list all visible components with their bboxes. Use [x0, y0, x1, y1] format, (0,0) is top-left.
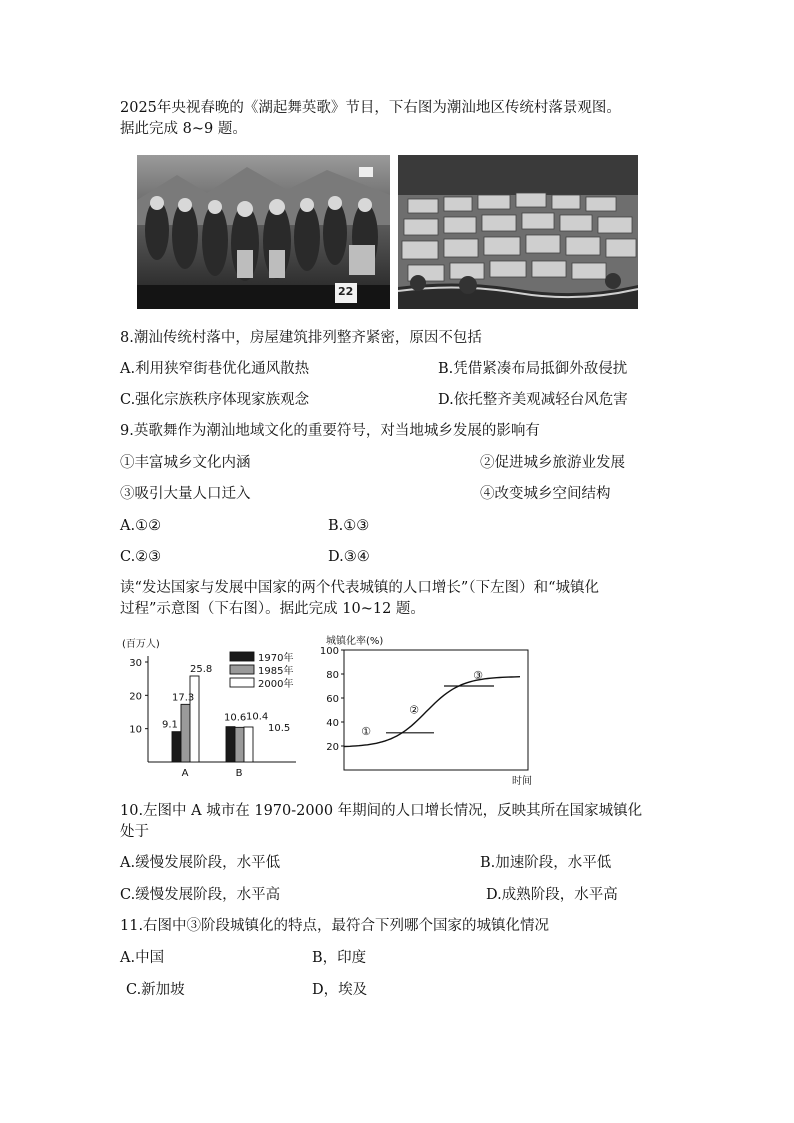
q10-option-a: A.缓慢发展阶段，水平低: [120, 855, 281, 871]
y-tick-label: 40: [326, 718, 339, 729]
intro-line-2: 据此完成 8~9 题。: [120, 121, 247, 137]
data-label: 25.8: [190, 664, 213, 675]
intro2-line-2: 过程”示意图（下右图）。据此完成 10~12 题。: [120, 601, 425, 617]
y-tick-label: 60: [326, 694, 339, 705]
q11-stem: 11.右图中③阶段城镇化的特点，最符合下列哪个国家的城镇化情况: [120, 918, 550, 934]
bar: [181, 704, 190, 762]
stage-label: ①: [361, 725, 371, 739]
q10-option-b: B.加速阶段，水平低: [480, 855, 612, 871]
intro2-line-1: 读“发达国家与发展中国家的两个代表城镇的人口增长”（下左图）和“城镇化: [120, 580, 599, 596]
data-label: 10.5: [268, 723, 291, 734]
q8-option-a: A.利用狭窄街巷优化通风散热: [120, 361, 310, 377]
village-aerial-photo: [398, 155, 638, 309]
legend-swatch: [230, 665, 254, 674]
legend-label: 1970年: [258, 653, 294, 664]
q9-item-4: ④改变城乡空间结构: [480, 486, 611, 502]
q10-option-d: D.成熟阶段，水平高: [486, 887, 618, 903]
q9-item-3: ③吸引大量人口迁入: [120, 486, 251, 502]
q10-option-c: C.缓慢发展阶段，水平高: [120, 887, 281, 903]
y-tick-label: 20: [326, 742, 339, 753]
q10-stem-line-2: 处于: [120, 824, 149, 840]
legend-swatch: [230, 652, 254, 661]
y-axis-label: (百万人): [122, 639, 160, 650]
x-axis-label: 时间: [512, 776, 532, 787]
stage-label: ③: [473, 668, 483, 682]
q11-option-d: D，埃及: [312, 982, 368, 998]
q9-stem: 9.英歌舞作为潮汕地域文化的重要符号，对当地城乡发展的影响有: [120, 423, 540, 439]
q11-option-a: A.中国: [120, 950, 165, 966]
q8-stem: 8.潮汕传统村落中，房屋建筑排列整齐紧密，原因不包括: [120, 330, 482, 346]
y-axis-label: 城镇化率(%): [326, 636, 384, 647]
q9-option-c: C.②③: [120, 549, 162, 565]
y-tick-label: 80: [326, 670, 339, 681]
bar: [190, 676, 199, 762]
category-label: A: [181, 768, 189, 779]
intro-line-1: 2025年央视春晚的《湖起舞英歌》节目，下右图为潮汕地区传统村落景观图。: [120, 100, 621, 116]
q9-item-2: ②促进城乡旅游业发展: [480, 455, 625, 471]
bar: [244, 727, 253, 762]
q8-option-b: B.凭借紧凑布局抵御外敌侵扰: [438, 361, 628, 377]
data-label: 10.4: [246, 711, 269, 723]
legend-label: 1985年: [258, 666, 294, 677]
data-label: 9.1: [162, 719, 178, 731]
y-tick-label: 100: [319, 646, 339, 657]
q8-option-c: C.强化宗族秩序体现家族观念: [120, 392, 310, 408]
plot-frame: [344, 650, 528, 770]
dance-performance-photo: [137, 155, 390, 309]
data-label: 17.3: [172, 692, 195, 704]
bar: [226, 727, 235, 762]
y-tick-label: 30: [129, 658, 142, 669]
urbanization-curve-chart: [318, 632, 538, 790]
q9-option-b: B.①③: [328, 518, 370, 534]
q9-item-1: ①丰富城乡文化内涵: [120, 455, 251, 471]
bar: [172, 732, 181, 762]
q11-option-b: B，印度: [312, 950, 367, 966]
category-label: B: [235, 768, 243, 779]
y-tick-label: 20: [129, 691, 142, 703]
q9-option-a: A.①②: [120, 518, 162, 534]
y-tick-label: 10: [129, 724, 142, 736]
data-label: 10.6: [224, 712, 247, 724]
legend-label: 2000年: [258, 679, 294, 690]
q10-stem-line-1: 10.左图中 A 城市在 1970-2000 年期间的人口增长情况，反映其所在国家城镇化: [120, 803, 643, 819]
population-bar-chart: [118, 632, 308, 782]
stage-label: ②: [409, 703, 419, 717]
bar: [235, 727, 244, 762]
legend-swatch: [230, 678, 254, 687]
q8-option-d: D.依托整齐美观减轻台风危害: [438, 392, 628, 408]
q9-option-d: D.③④: [328, 549, 370, 565]
q11-option-c: C.新加坡: [126, 982, 185, 998]
watermark-number: 22: [338, 285, 354, 298]
